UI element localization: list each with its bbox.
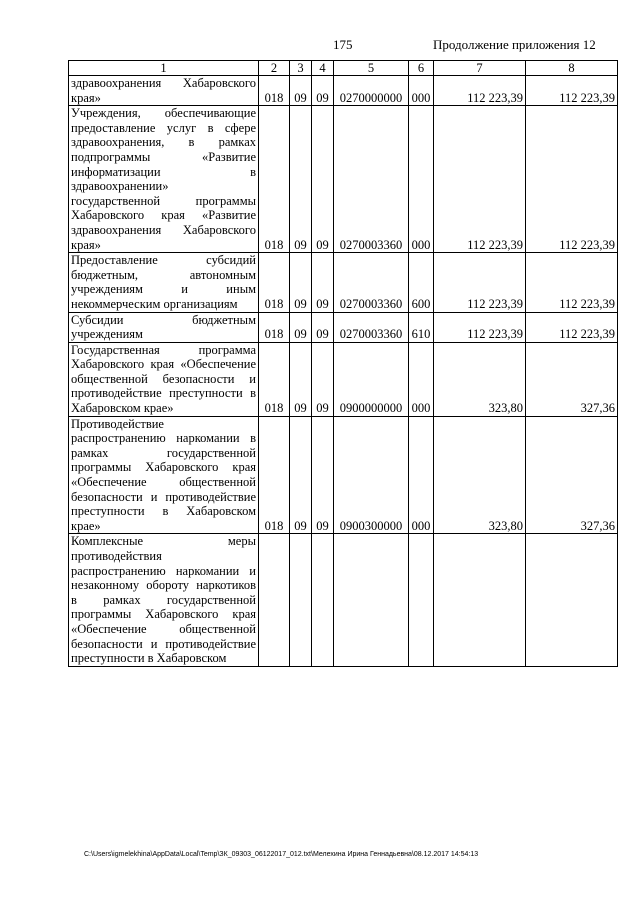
row-target-code: 0900000000	[334, 342, 409, 416]
column-header: 3	[290, 61, 312, 76]
row-expense-type-code	[409, 534, 434, 666]
row-name: Субсидии бюджетным учреждениям	[69, 312, 259, 342]
column-header: 2	[259, 61, 290, 76]
row-target-code: 0270003360	[334, 106, 409, 253]
table-header-row	[69, 61, 618, 76]
continuation-label: Продолжение приложения 12	[433, 37, 596, 52]
row-section-code: 09	[290, 416, 312, 534]
row-section-code: 09	[290, 76, 312, 106]
page-number: 175	[333, 37, 353, 52]
row-target-code: 0900300000	[334, 416, 409, 534]
row-name: Предоставление субсидий бюджетным, автономным учреждениям и иным некоммерческим организациям	[69, 253, 259, 312]
row-amount-year1: 112 223,39	[434, 253, 526, 312]
row-name: Комплексные меры противодействия распространению наркомании и незаконному обороту наркотиков в рамках государственной программы Хабаровского края «Обеспечение общественной безопасности и противодействие преступности в Хабаровском	[69, 534, 259, 666]
row-ministry-code: 018	[259, 106, 290, 253]
column-header: 7	[434, 61, 526, 76]
row-amount-year2: 327,36	[526, 342, 618, 416]
row-amount-year2: 112 223,39	[526, 76, 618, 106]
row-subsection-code	[312, 534, 334, 666]
row-amount-year2	[526, 534, 618, 666]
row-amount-year1: 112 223,39	[434, 106, 526, 253]
row-ministry-code: 018	[259, 312, 290, 342]
row-section-code: 09	[290, 312, 312, 342]
table-row	[69, 534, 618, 666]
row-ministry-code: 018	[259, 342, 290, 416]
row-amount-year2: 112 223,39	[526, 106, 618, 253]
row-name: Противодействие распространению наркомании в рамках государственной программы Хабаровского края «Обеспечение общественной безопасности и противодействие преступности в Хабаровском крае»	[69, 416, 259, 534]
row-ministry-code: 018	[259, 416, 290, 534]
budget-table	[68, 60, 618, 667]
row-subsection-code: 09	[312, 76, 334, 106]
row-amount-year2: 112 223,39	[526, 253, 618, 312]
row-target-code: 0270003360	[334, 312, 409, 342]
row-name: Государственная программа Хабаровского края «Обеспечение общественной безопасности и противодействие преступности в Хабаровском крае»	[69, 342, 259, 416]
row-section-code	[290, 534, 312, 666]
row-subsection-code: 09	[312, 106, 334, 253]
row-ministry-code: 018	[259, 76, 290, 106]
row-subsection-code: 09	[312, 416, 334, 534]
table-row	[69, 76, 618, 106]
table-row	[69, 342, 618, 416]
row-amount-year1	[434, 534, 526, 666]
column-header: 8	[526, 61, 618, 76]
row-subsection-code: 09	[312, 312, 334, 342]
row-section-code: 09	[290, 342, 312, 416]
table-row	[69, 253, 618, 312]
row-target-code: 0270003360	[334, 253, 409, 312]
row-expense-type-code: 000	[409, 76, 434, 106]
column-header: 1	[69, 61, 259, 76]
row-name: Учреждения, обеспечивающие предоставление услуг в сфере здравоохранения, в рамках подпрограммы «Развитие информатизации в здравоохранении» государственной программы Хабаровского края «Развитие здравоохранения Хабаровского края»	[69, 106, 259, 253]
column-header: 4	[312, 61, 334, 76]
row-expense-type-code: 600	[409, 253, 434, 312]
row-amount-year1: 323,80	[434, 342, 526, 416]
row-expense-type-code: 000	[409, 342, 434, 416]
row-subsection-code: 09	[312, 253, 334, 312]
row-amount-year2: 327,36	[526, 416, 618, 534]
table-row	[69, 106, 618, 253]
table-row	[69, 416, 618, 534]
row-section-code: 09	[290, 253, 312, 312]
row-expense-type-code: 000	[409, 106, 434, 253]
row-ministry-code: 018	[259, 253, 290, 312]
row-amount-year1: 323,80	[434, 416, 526, 534]
row-section-code: 09	[290, 106, 312, 253]
footer-file-path: C:\Users\igmelekhina\AppData\Local\Temp\ЗК_09303_06122017_012.txt\Мелехина Ирина Геннадьевна\08.12.2017 14:54:13	[84, 851, 479, 858]
row-target-code: 0270000000	[334, 76, 409, 106]
row-amount-year1: 112 223,39	[434, 76, 526, 106]
row-ministry-code	[259, 534, 290, 666]
row-name: здравоохранения Хабаровского края»	[69, 76, 259, 106]
column-header: 5	[334, 61, 409, 76]
table-row	[69, 312, 618, 342]
row-expense-type-code: 000	[409, 416, 434, 534]
column-header: 6	[409, 61, 434, 76]
row-amount-year1: 112 223,39	[434, 312, 526, 342]
row-target-code	[334, 534, 409, 666]
row-amount-year2: 112 223,39	[526, 312, 618, 342]
row-expense-type-code: 610	[409, 312, 434, 342]
row-subsection-code: 09	[312, 342, 334, 416]
